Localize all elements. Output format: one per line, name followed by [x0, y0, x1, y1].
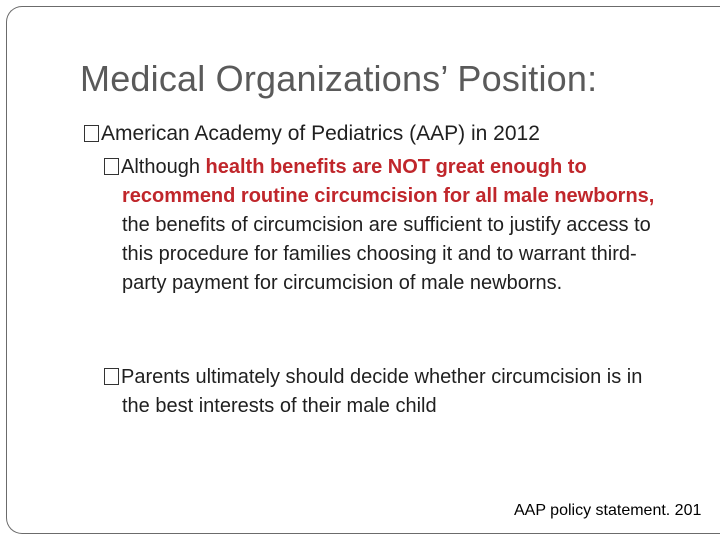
box-bullet-icon [104, 158, 119, 175]
box-bullet-icon [104, 368, 119, 385]
sub1-emphasis-text: health benefits are NOT great enough to recommend routine circumcision for all male newborns, [122, 156, 655, 207]
sub2-text: Parents ultimately should decide whether circumcision is in the best interests of their male child [121, 366, 643, 417]
slide-title: Medical Organizations’ Position: [80, 58, 598, 99]
sub-bullet-benefits [104, 153, 664, 298]
sub-bullet-parents [104, 363, 664, 421]
sub1-lead-text: Although [121, 156, 206, 178]
bullet-aap-text: American Academy of Pediatrics (AAP) in 2012 [101, 122, 540, 145]
sub1-rest-text: the benefits of circumcision are sufficient to justify access to this procedure for families choosing it and to warrant third-party payment for circumcision of male newborns. [122, 214, 651, 294]
box-bullet-icon [84, 125, 99, 142]
citation: AAP policy statement. 201 [514, 502, 702, 519]
bullet-aap-2012 [84, 122, 540, 146]
